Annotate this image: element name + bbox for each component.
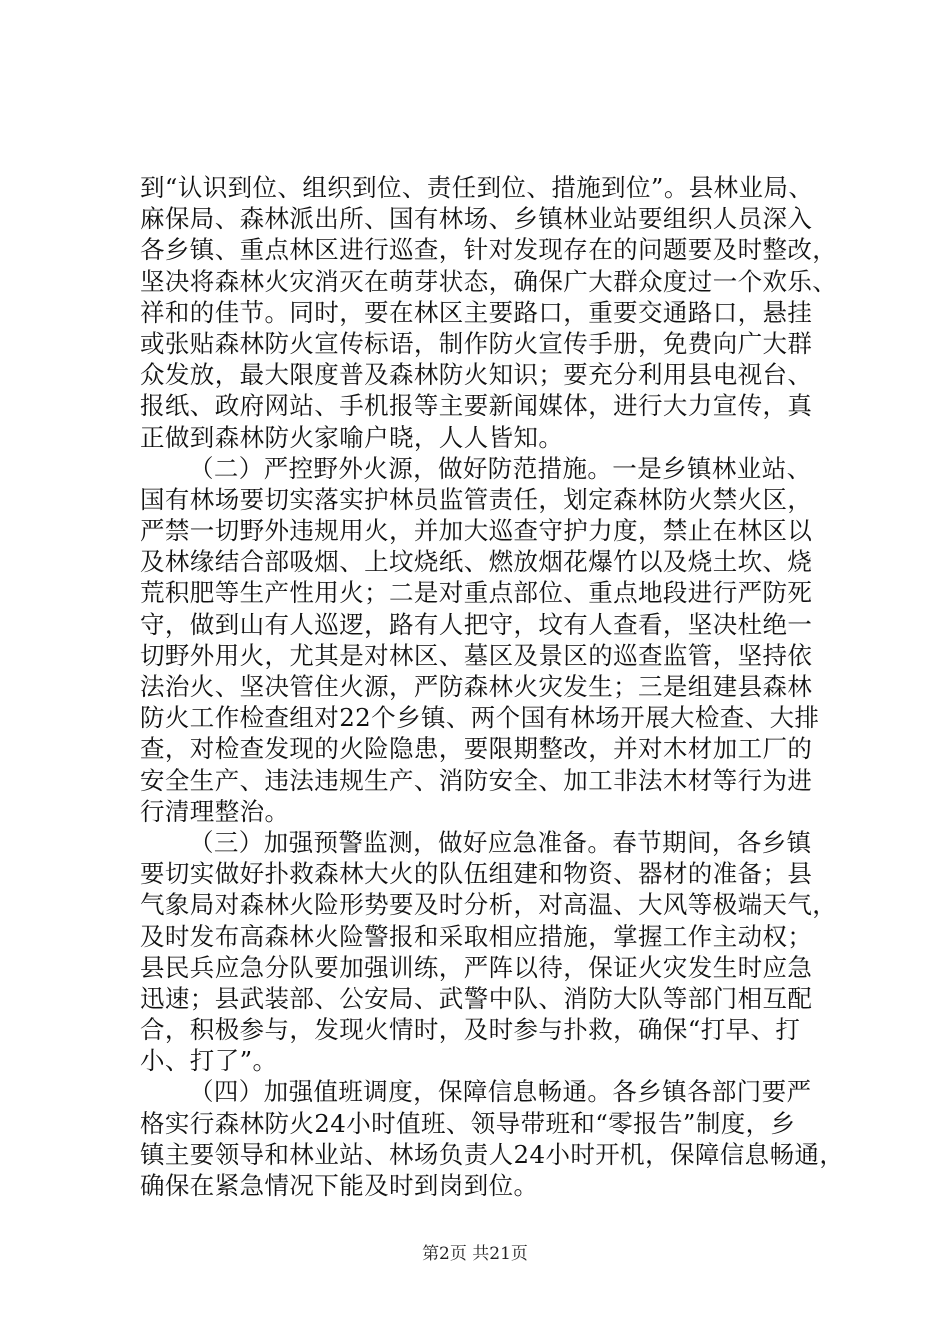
page-number-footer: 第2页 共21页 — [422, 1244, 528, 1264]
text-line: 众发放，最大限度普及森林防火知识；要充分利用县电视台、 — [140, 360, 813, 390]
text-line: 严禁一切野外违规用火，并加大巡查守护力度，禁止在林区以 — [140, 516, 813, 546]
text-line: 气象局对森林火险形势要及时分析，对高温、大风等极端天气， — [140, 890, 838, 920]
text-line: 县民兵应急分队要加强训练，严阵以待，保证火灾发生时应急 — [140, 952, 813, 982]
text-line: 及时发布高森林火险警报和采取相应措施，掌握工作主动权； — [140, 921, 813, 951]
text-line: 麻保局、森林派出所、国有林场、乡镇林业站要组织人员深入 — [140, 204, 813, 234]
text-line: 守，做到山有人巡逻，路有人把守，坟有人查看，坚决杜绝一 — [140, 609, 813, 639]
text-line: 到“认识到位、组织到位、责任到位、措施到位”。县林业局、 — [140, 173, 814, 202]
text-line: 合，积极参与，发现火情时，及时参与扑救，确保“打早、打 — [140, 1015, 801, 1045]
text-line: 祥和的佳节。同时，要在林区主要路口，重要交通路口，悬挂 — [140, 297, 813, 327]
text-line: 国有林场要切实落实护林员监管责任，划定森林防火禁火区， — [140, 484, 813, 514]
text-line: 法治火、坚决管住火源，严防森林火灾发生；三是组建县森林 — [140, 672, 813, 701]
text-line: 小、打了”。 — [140, 1046, 278, 1076]
document-body — [140, 172, 845, 1201]
text-line: 查，对检查发现的火险隐患，要限期整改，并对木材加工厂的 — [140, 734, 813, 764]
text-line: 安全生产、违法违规生产、消防安全、加工非法木材等行为进 — [140, 765, 813, 795]
text-line: 迅速；县武装部、公安局、武警中队、消防大队等部门相互配 — [140, 983, 813, 1013]
text-line: 坚决将森林火灾消灭在萌芽状态，确保广大群众度过一个欢乐、 — [140, 266, 838, 296]
text-line: 格实行森林防火24小时值班、领导带班和“零报告”制度，乡 — [140, 1108, 796, 1138]
text-line: 镇主要领导和林业站、林场负责人24小时开机，保障信息畅通， — [140, 1139, 845, 1169]
text-line: 防火工作检查组对22个乡镇、两个国有林场开展大检查、大排 — [140, 703, 820, 733]
text-line: 各乡镇、重点林区进行巡查，针对发现存在的问题要及时整改， — [140, 235, 838, 265]
text-line: 行清理整治。 — [140, 796, 290, 826]
text-line: 要切实做好扑救森林大火的队伍组建和物资、器材的准备；县 — [140, 859, 813, 889]
text-line: 确保在紧急情况下能及时到岗到位。 — [140, 1171, 539, 1200]
text-line: 荒积肥等生产性用火；二是对重点部位、重点地段进行严防死 — [140, 578, 813, 608]
text-line: 切野外用火，尤其是对林区、墓区及景区的巡查监管，坚持依 — [140, 640, 813, 670]
paragraph-4-first-line: （四）加强值班调度，保障信息畅通。各乡镇各部门要严 — [189, 1077, 812, 1107]
text-line: 或张贴森林防火宣传标语，制作防火宣传手册，免费向广大群 — [140, 328, 813, 358]
paragraph-3-first-line: （三）加强预警监测，做好应急准备。春节期间，各乡镇 — [189, 827, 812, 857]
text-line: 正做到森林防火家喻户晓，人人皆知。 — [140, 422, 564, 452]
paragraph-2-first-line: （二）严控野外火源，做好防范措施。一是乡镇林业站、 — [189, 453, 812, 483]
text-line: 报纸、政府网站、手机报等主要新闻媒体，进行大力宣传，真 — [140, 391, 813, 421]
text-line: 及林缘结合部吸烟、上坟烧纸、燃放烟花爆竹以及烧土坎、烧 — [140, 547, 813, 577]
